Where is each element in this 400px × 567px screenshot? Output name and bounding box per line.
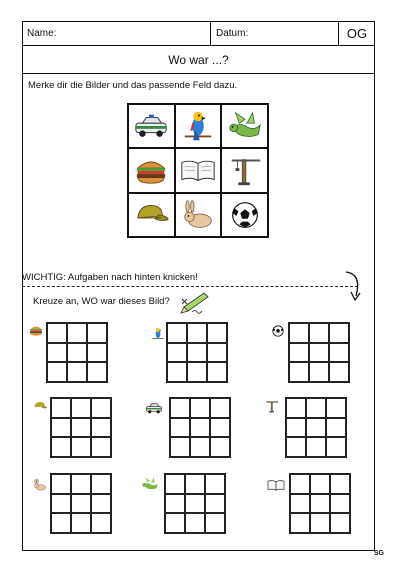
question-9-grid[interactable] <box>289 473 351 534</box>
crane-icon <box>226 153 264 187</box>
question-8-dragon-icon <box>140 476 160 492</box>
grid-cell-dragon <box>221 104 268 148</box>
question-7-rabbit-icon <box>32 477 48 493</box>
parrot-icon <box>179 109 217 143</box>
grid-cell-book <box>175 148 222 192</box>
header-divider-1 <box>210 21 211 46</box>
title-divider <box>22 73 375 74</box>
date-label: Datum: <box>216 28 249 39</box>
grid-cell-rabbit <box>175 193 222 237</box>
worksheet-title: Wo war ...? <box>168 53 229 67</box>
question-9-book-icon <box>266 477 286 493</box>
question-7-grid[interactable] <box>50 473 112 534</box>
question-8-grid[interactable] <box>164 473 226 534</box>
picture-grid <box>127 103 269 238</box>
burger-icon <box>132 153 170 187</box>
question-3-soccer-ball-icon <box>270 323 286 339</box>
fold-arrow-icon <box>342 270 366 304</box>
rabbit-icon <box>179 198 217 232</box>
book-icon <box>179 153 217 187</box>
question-6-crane-icon <box>264 398 280 414</box>
question-4-cap-icon <box>32 398 48 414</box>
grid-cell-soccer-ball <box>221 193 268 237</box>
police-car-icon <box>132 109 170 143</box>
name-label: Name: <box>27 28 57 39</box>
grid-cell-parrot <box>175 104 222 148</box>
header-frame <box>22 21 375 46</box>
cap-icon <box>132 198 170 232</box>
question-6-grid[interactable] <box>285 397 347 458</box>
question-5-grid[interactable] <box>169 397 231 458</box>
question-5-police-car-icon <box>143 400 165 416</box>
question-2-parrot-icon <box>150 326 166 342</box>
grid-cell-crane <box>221 148 268 192</box>
instruction-text: Merke dir die Bilder und das passende Feld dazu. <box>28 80 238 91</box>
question-4-grid[interactable] <box>50 397 112 458</box>
warning-text: WICHTIG: Aufgaben nach hinten knicken! <box>22 272 198 283</box>
question-3-grid[interactable] <box>288 322 350 383</box>
grid-cell-burger <box>128 148 175 192</box>
question-1-grid[interactable] <box>46 322 108 383</box>
grid-cell-cap <box>128 193 175 237</box>
soccer-ball-icon <box>226 198 264 232</box>
pencil-cross-icon <box>178 287 212 315</box>
grid-cell-police-car <box>128 104 175 148</box>
dragon-icon <box>226 109 264 143</box>
task-text: Kreuze an, WO war dieses Bild? <box>33 296 170 307</box>
question-2-grid[interactable] <box>166 322 228 383</box>
author-signature: SG <box>373 550 384 557</box>
question-1-burger-icon <box>28 322 44 338</box>
level-code: OG <box>346 26 368 41</box>
